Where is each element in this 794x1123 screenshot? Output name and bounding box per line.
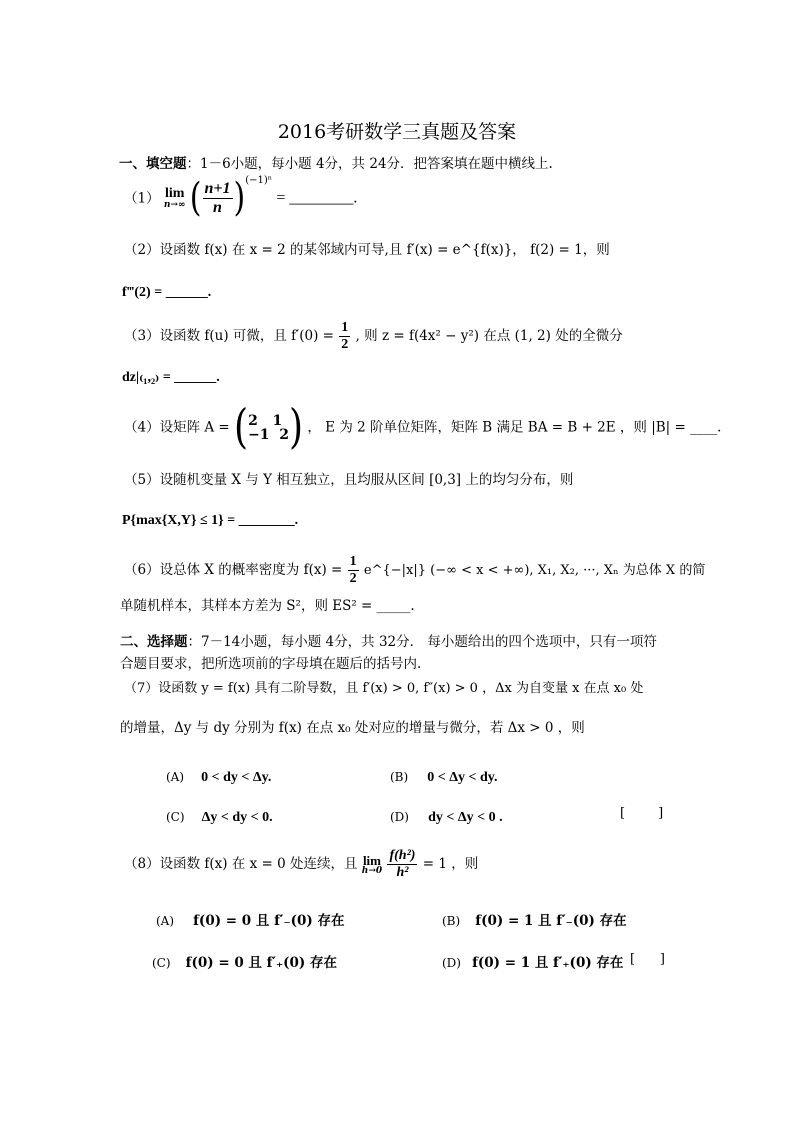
option-text: f(0) = 1 且 f′₊(0) 存在 (472, 955, 624, 971)
option-label: (B) (442, 914, 461, 928)
fraction-denominator: 2 (341, 337, 349, 353)
option-label: (D) (442, 956, 461, 970)
section-1-heading (119, 152, 553, 172)
question-3-text-b: , 则 z = f(4x² − y²) 在点 (1, 2) 处的全微分 (355, 328, 623, 345)
option-label: (C) (152, 956, 171, 970)
question-6-fraction (348, 554, 359, 587)
question-8-option-a[interactable] (156, 910, 344, 929)
question-7-answer-bracket[interactable]: [ ] (620, 806, 664, 821)
question-2: （2）设函数 f(x) 在 x = 2 的某邻域内可导,且 f′(x) = e^{f(x)}， f(2) = 1，则 (124, 242, 610, 258)
question-7: （7）设函数 y = f(x) 具有二阶导数，且 f′(x) > 0, f″(x) > 0 ，Δx 为自变量 x 在点 x₀ 处 (124, 681, 644, 696)
question-8-fraction (387, 848, 417, 881)
limit-word: lim (164, 186, 185, 202)
question-8-option-b[interactable] (442, 910, 627, 929)
question-8-text-b: = 1 ，则 (422, 855, 479, 872)
fraction-numerator: n+1 (203, 180, 233, 199)
question-7-line-2: 的增量，Δy 与 dy 分别为 f(x) 在点 x₀ 处对应的增量与微分，若 Δx > 0 ，则 (120, 720, 585, 736)
question-1-fraction (203, 180, 233, 218)
option-text: 0 < Δy < dy. (427, 770, 498, 785)
question-6-text-b: e^{−|x|} (−∞ < x < +∞), X₁, X₂, ···, Xₙ 为总体 X 的简 (363, 563, 706, 579)
section-1-text: ：1－6小题，每小题 4分，共 24分．把答案填在题中横线上. (186, 156, 553, 172)
question-6-text-a: （6）设总体 X 的概率密度为 f(x) = (124, 562, 343, 579)
fraction-denominator: n (213, 199, 222, 217)
fraction-numerator: 1 (339, 320, 350, 337)
fraction-denominator: 2 (349, 571, 357, 587)
limit-subscript: h→0 (361, 865, 383, 876)
option-label: (B) (390, 770, 409, 784)
question-5: （5）设随机变量 X 与 Y 相互独立，且均服从区间 [0,3] 上的均匀分布，则 (124, 472, 574, 488)
left-paren: ( (189, 175, 202, 221)
section-2-text-2: 合题目要求，把所选项前的字母填在题后的括号内. (120, 656, 422, 672)
question-7-option-d[interactable] (390, 806, 503, 826)
right-paren: ) (233, 175, 246, 221)
option-label: (A) (156, 914, 175, 928)
section-2-label: 二、选择题 (120, 634, 188, 650)
question-8 (124, 848, 478, 881)
question-1-answer-blank: = ________. (276, 189, 358, 207)
question-4-text-b: ， E 为 2 阶单位矩阵，矩阵 B 满足 BA = B + 2E ，则 |B| = ____. (307, 419, 722, 436)
fraction-numerator: f(h²) (387, 848, 417, 865)
question-7-option-a[interactable] (166, 766, 271, 786)
option-text: f(0) = 0 且 f′₊(0) 存在 (185, 955, 337, 971)
question-8-limit (362, 854, 382, 876)
option-text: f(0) = 1 且 f′₋(0) 存在 (475, 913, 627, 929)
matrix-right-paren: ) (289, 400, 304, 454)
fraction-numerator: 1 (348, 554, 359, 571)
question-5-line-2: P{max{X,Y} ≤ 1} = ________. (122, 513, 299, 528)
question-6 (124, 554, 705, 587)
question-3-fraction (339, 320, 350, 353)
question-3 (124, 320, 623, 353)
question-1-exponent: (−1)ⁿ (245, 174, 273, 186)
question-4-text-a: （4）设矩阵 A = (124, 419, 230, 436)
fraction-denominator: h² (396, 865, 409, 881)
limit-subscript: n→∞ (163, 200, 186, 211)
option-text: dy < Δy < 0 . (428, 810, 503, 825)
matrix-row-1: 2 1 (248, 413, 283, 429)
question-8-text-a: （8）设函数 f(x) 在 x = 0 处连续，且 (124, 855, 358, 872)
matrix-a (248, 414, 289, 442)
question-1-limit (164, 187, 186, 210)
question-8-option-c[interactable] (152, 952, 337, 971)
question-3-line-2: dz|₍₁,₂₎ = ______. (122, 370, 220, 385)
option-text: 0 < dy < Δy. (201, 770, 272, 785)
section-2-text: ：7－14小题，每小题 4分，共 32分． 每小题给出的四个选项中，只有一项符 (187, 634, 657, 650)
option-label: (D) (390, 810, 409, 824)
option-text: f(0) = 0 且 f′₋(0) 存在 (193, 913, 345, 929)
matrix-row-2: −1 2 (248, 427, 290, 443)
section-2-heading (120, 630, 657, 650)
page-title: 2016考研数学三真题及答案 (277, 121, 517, 143)
question-7-option-c[interactable] (166, 806, 273, 826)
question-8-answer-bracket[interactable]: [ ] (630, 952, 665, 967)
option-text: Δy < dy < 0. (201, 810, 273, 825)
limit-word: lim (362, 852, 381, 868)
question-7-option-b[interactable] (390, 766, 498, 786)
question-2-line-2: f‴(2) = ______. (122, 285, 212, 300)
question-4 (124, 400, 722, 454)
question-3-text-a: （3）设函数 f(u) 可微，且 f′(0) = (124, 328, 334, 345)
question-1 (124, 174, 358, 221)
question-8-option-d[interactable] (442, 952, 623, 971)
option-label: (A) (166, 770, 185, 784)
matrix-left-paren: ( (234, 400, 249, 454)
question-1-number: （1） (124, 190, 160, 207)
question-6-line-2: 单随机样本，其样本方差为 S²，则 ES² = _____. (120, 598, 415, 614)
section-1-label: 一、填空题 (119, 156, 187, 172)
option-label: (C) (166, 810, 185, 824)
